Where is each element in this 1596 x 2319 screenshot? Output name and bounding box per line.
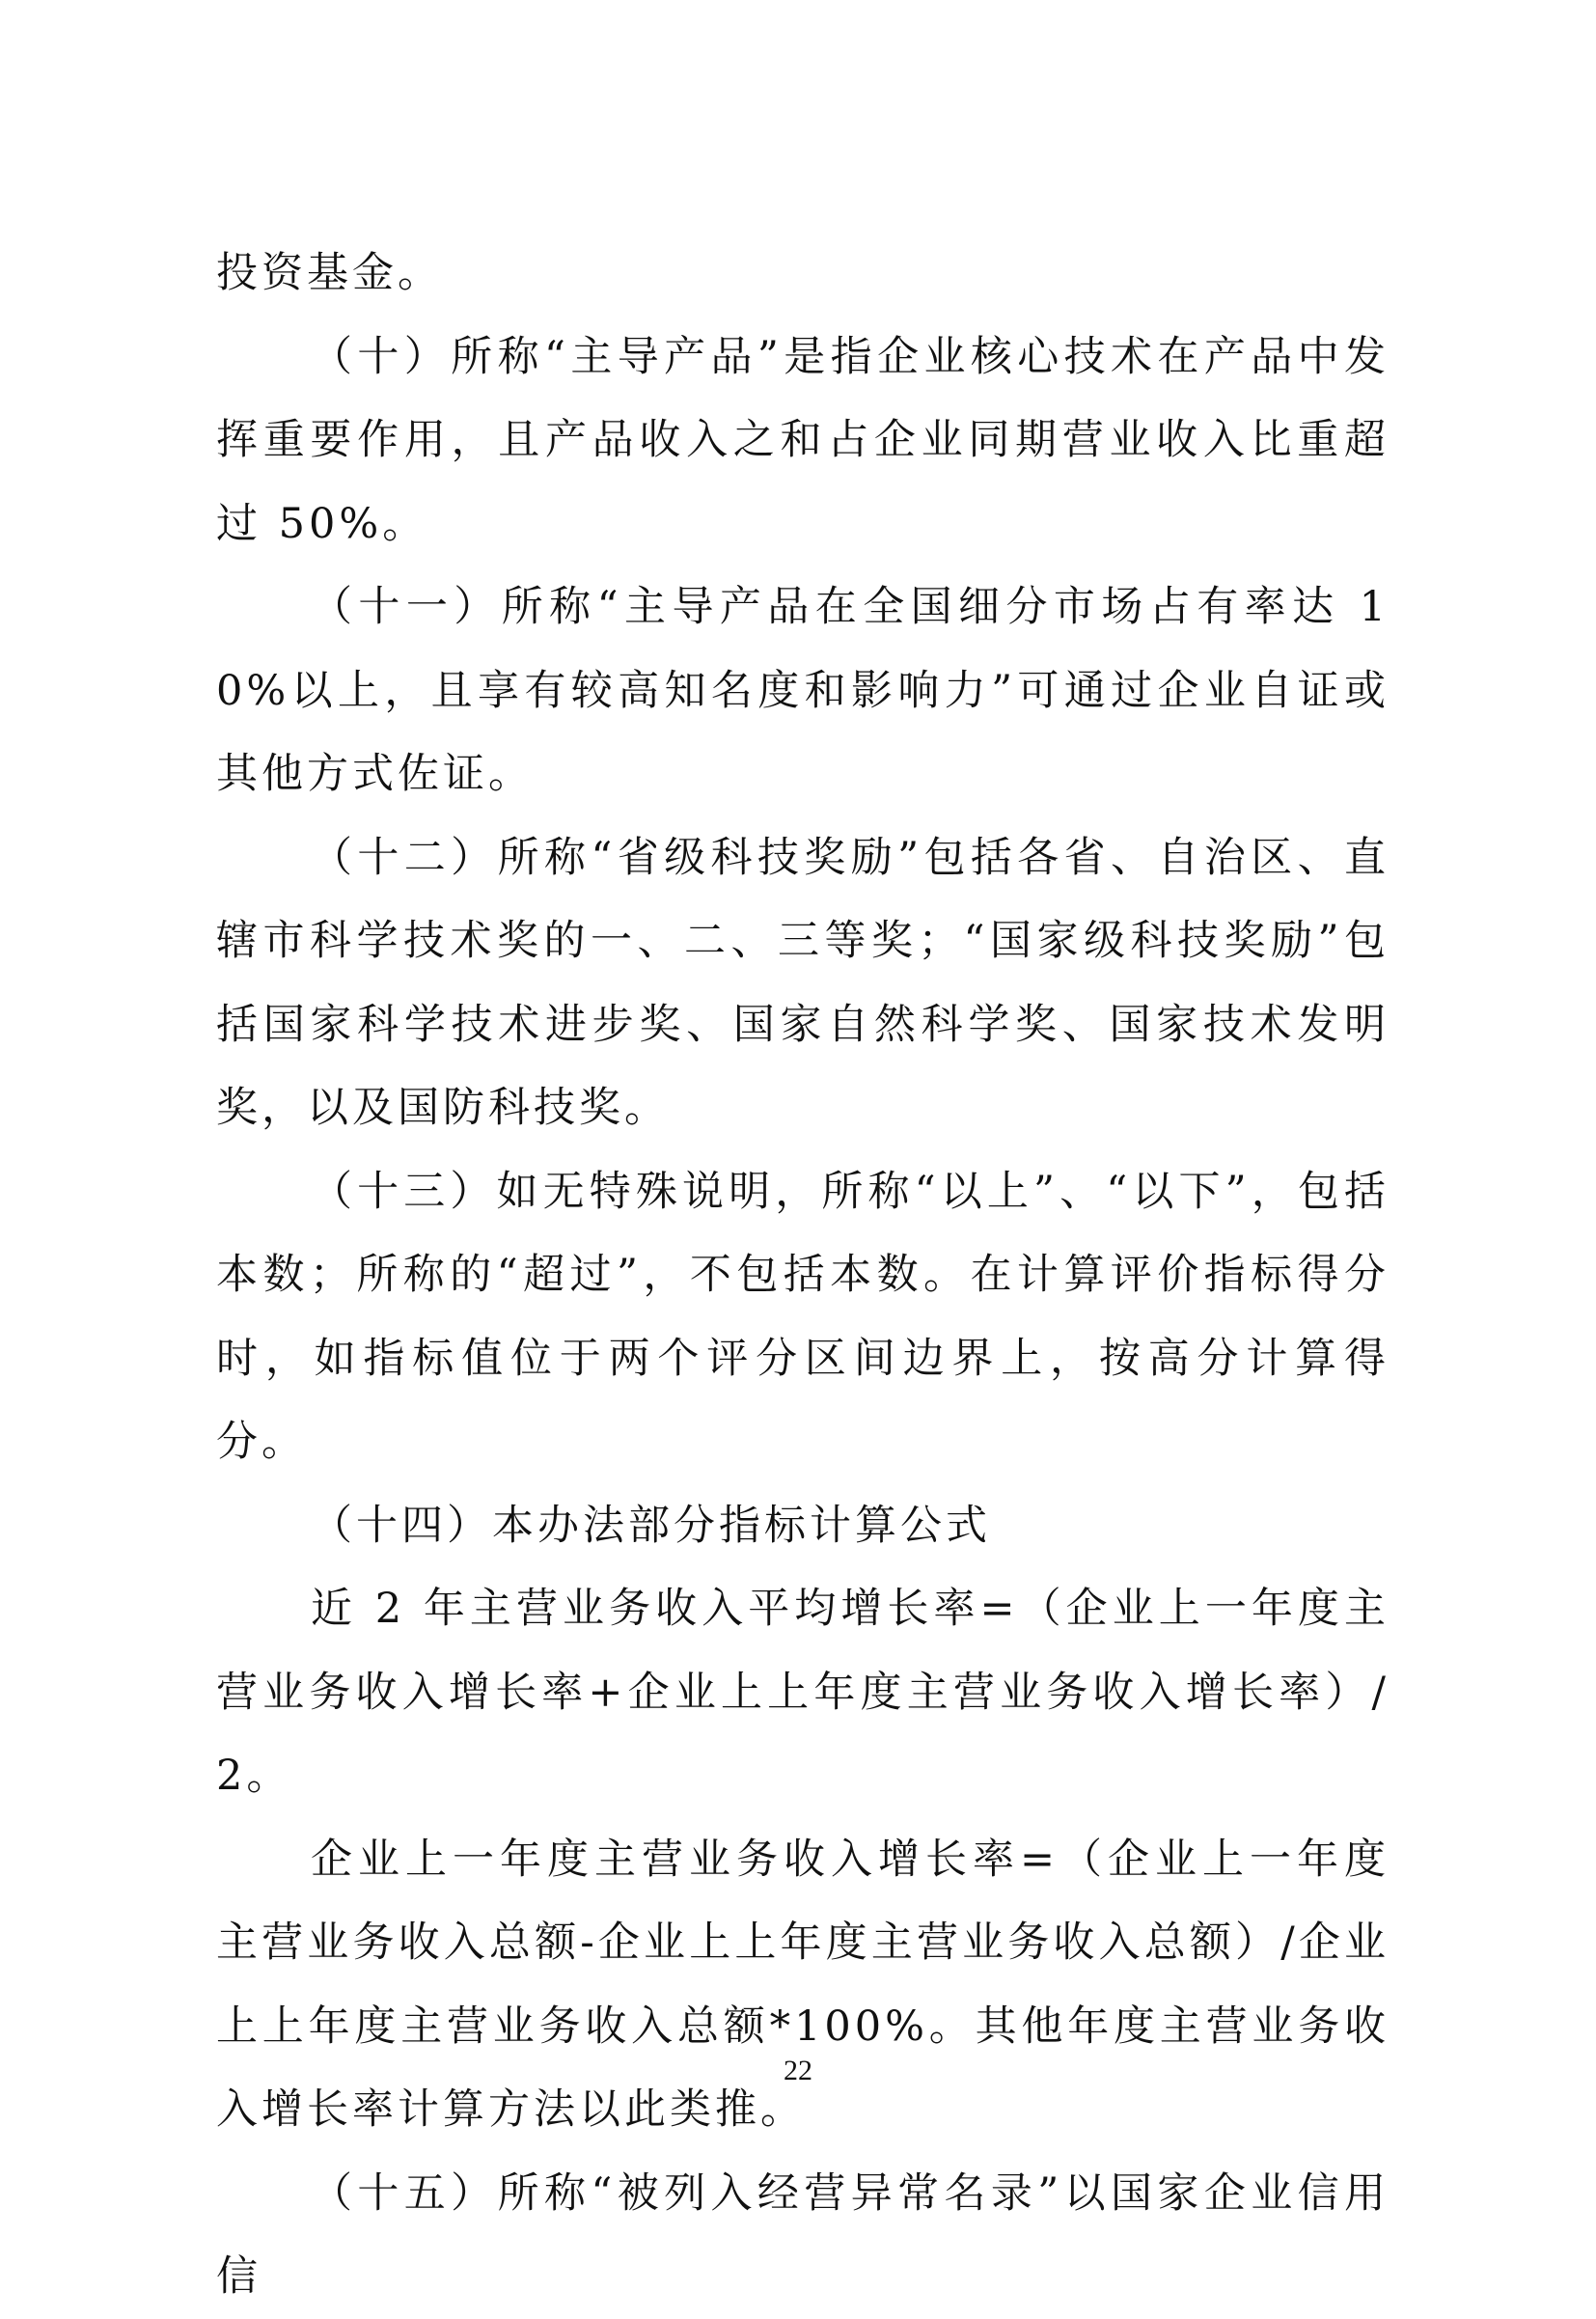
paragraph-item-12: （十二）所称“省级科技奖励”包括各省、自治区、直辖市科学技术奖的一、二、三等奖；“国家级科技奖励”包括国家科学技术进步奖、国家自然科学奖、国家技术发明奖，以及国防科技奖。 [216, 833, 1390, 1132]
paragraph-formula-average-growth: 近 2 年主营业务收入平均增长率=（企业上一年度主营业务收入增长率+企业上上年度主营业务收入增长率）/2。 [216, 1585, 1390, 1800]
paragraph-item-15: （十五）所称“被列入经营异常名录”以国家企业信用信 [216, 2168, 1390, 2301]
paragraph-item-10: （十）所称“主导产品”是指企业核心技术在产品中发挥重要作用，且产品收入之和占企业同期营业收入比重超过 50%。 [216, 332, 1390, 548]
document-body [216, 232, 1390, 2319]
paragraph-item-14: （十四）本办法部分指标计算公式 [311, 1501, 991, 1550]
paragraph-formula-annual-growth: 企业上一年度主营业务收入增长率=（企业上一年度主营业务收入总额-企业上上年度主营业务收入总额）/企业上上年度主营业务收入总额*100%。其他年度主营业务收入增长率计算方法以此类推。 [216, 1835, 1390, 2134]
paragraph-continuation: 投资基金。 [216, 249, 443, 297]
paragraph-item-11: （十一）所称“主导产品在全国细分市场占有率达 10%以上，且享有较高知名度和影响力”可通过企业自证或其他方式佐证。 [216, 583, 1390, 798]
page-number: 22 [784, 2055, 812, 2086]
paragraph-item-13: （十三）如无特殊说明，所称“以上”、“以下”，包括本数；所称的“超过”，不包括本数。在计算评价指标得分时，如指标值位于两个评分区间边界上，按高分计算得分。 [216, 1167, 1390, 1466]
